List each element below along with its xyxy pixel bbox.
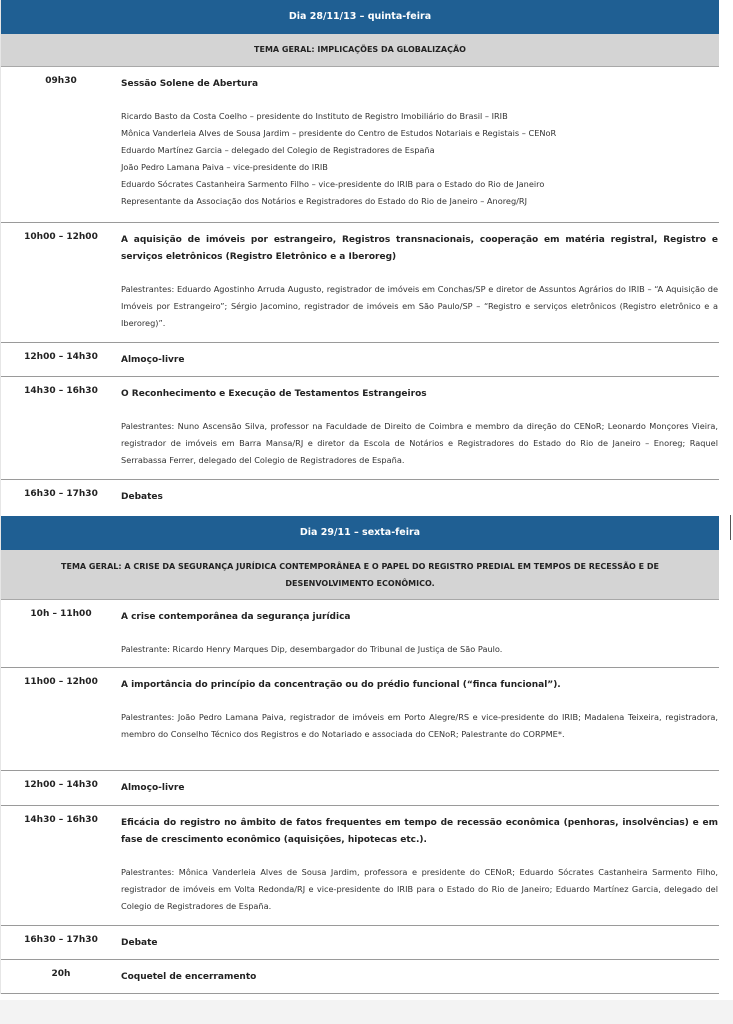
session-row <box>1 771 719 806</box>
theme-header-2: TEMA GERAL: A CRISE DA SEGURANÇA JURÍDICA CONTEMPORÂNEA E O PAPEL DO REGISTRO PREDIAL EM TEMPOS DE RECESSÃO E DE DESENVOLVIMENTO ECONÔMICO. <box>1 550 719 600</box>
theme-header-1: TEMA GERAL: IMPLICAÇÕES DA GLOBALIZAÇÃO <box>1 34 719 67</box>
session-time: 14h30 – 16h30 <box>24 386 98 396</box>
speaker-line: Ricardo Basto da Costa Coelho – presidente do Instituto de Registro Imobiliário do Brasil – IRIB <box>121 111 508 121</box>
page-footer-area <box>0 1000 733 1024</box>
session-time: 12h00 – 14h30 <box>24 352 98 362</box>
session-time: 12h00 – 14h30 <box>24 780 98 790</box>
speaker-line: Mônica Vanderleia Alves de Sousa Jardim – presidente do Centro de Estudos Notariais e Registais – CENoR <box>121 128 557 138</box>
session-time: 16h30 – 17h30 <box>24 489 98 499</box>
session-title: Debates <box>121 492 163 502</box>
session-title: Coquetel de encerramento <box>121 972 257 982</box>
scrollbar-marker[interactable] <box>730 515 731 540</box>
session-title: O Reconhecimento e Execução de Testamentos Estrangeiros <box>121 389 427 399</box>
session-title: Eficácia do registro no âmbito de fatos frequentes em tempo de recessão econômica (penhoras, insolvências) e em fase de crescimento econômico (aquisições, hipotecas etc.). <box>121 818 718 845</box>
session-time: 10h00 – 12h00 <box>24 232 98 242</box>
session-row <box>1 600 719 668</box>
session-speakers: Palestrantes: Eduardo Agostinho Arruda Augusto, registrador de imóveis em Conchas/SP e diretor de Assuntos Agrários do IRIB – “A Aquisição de Imóveis por Estrangeiro”; Sérgio Jacomino, registrador de imóveis em São Paulo/SP – “Registro e serviços eletrônicos (Registro eletrônico e a Iberoreg)”. <box>121 284 718 328</box>
speaker-line: Eduardo Martínez Garcia – delegado del Colegio de Registradores de España <box>121 145 435 155</box>
session-row <box>1 668 719 771</box>
session-title: Almoço-livre <box>121 355 185 365</box>
session-time: 16h30 – 17h30 <box>24 935 98 945</box>
speaker-line: Representante da Associação dos Notários e Registradores do Estado do Rio de Janeiro – Anoreg/RJ <box>121 196 528 206</box>
session-time: 10h – 11h00 <box>30 609 92 619</box>
session-row <box>1 480 719 516</box>
session-title: A importância do princípio da concentração ou do prédio funcional (“finca funcional”). <box>121 680 561 690</box>
speaker-line: Eduardo Sócrates Castanheira Sarmento Filho – vice-presidente do IRIB para o Estado do Rio de Janeiro <box>121 179 545 189</box>
session-row <box>1 960 719 994</box>
session-row <box>1 926 719 960</box>
session-speakers: Palestrantes: Nuno Ascensão Silva, professor na Faculdade de Direito de Coimbra e membro da direção do CENoR; Leonardo Monçores Vieira, registrador de imóveis em Barra Mansa/RJ e diretor da Escola de Notários e Registradores do Estado do Rio de Janeiro – Enoreg; Raquel Serrabassa Ferrer, delegado del Colegio de Registradores de España. <box>121 421 718 465</box>
session-title: Almoço-livre <box>121 783 185 793</box>
day-header-1: Dia 28/11/13 – quinta-feira <box>1 0 719 34</box>
session-title: Sessão Solene de Abertura <box>121 79 259 89</box>
session-time: 09h30 <box>45 76 77 86</box>
session-time: 20h <box>51 969 71 979</box>
session-title: A crise contemporânea da segurança jurídica <box>121 612 351 622</box>
speaker-list <box>121 108 718 210</box>
session-row <box>1 806 719 926</box>
session-row <box>1 377 719 480</box>
session-row <box>1 343 719 377</box>
session-speakers: Palestrantes: Mônica Vanderleia Alves de Sousa Jardim, professora e presidente do CENoR; Eduardo Sócrates Castanheira Sarmento Filho, registrador de imóveis em Volta Redonda/RJ e vice-presidente do IRIB para o Estado do Rio de Janeiro; Eduardo Martínez Garcia, delegado del Colegio de Registradores de España. <box>121 867 718 911</box>
day-header-2: Dia 29/11 – sexta-feira <box>1 516 719 550</box>
session-time: 14h30 – 16h30 <box>24 815 98 825</box>
session-time: 11h00 – 12h00 <box>24 677 98 687</box>
session-row <box>1 223 719 343</box>
session-title: Debate <box>121 938 158 948</box>
session-title: A aquisição de imóveis por estrangeiro, Registros transnacionais, cooperação em matéria registral, Registro e serviços eletrônicos (Registro Eletrônico e a Iberoreg) <box>121 235 718 262</box>
speaker-line: João Pedro Lamana Paiva – vice-presidente do IRIB <box>121 162 328 172</box>
session-row <box>1 67 719 223</box>
session-speakers: Palestrante: Ricardo Henry Marques Dip, desembargador do Tribunal de Justiça de São Paulo. <box>121 644 503 654</box>
session-speakers: Palestrantes: João Pedro Lamana Paiva, registrador de imóveis em Porto Alegre/RS e vice-presidente do IRIB; Madalena Teixeira, registradora, membro do Conselho Técnico dos Registros e do Notariado e associada do CENoR; Palestrante do CORPME*. <box>121 712 718 739</box>
